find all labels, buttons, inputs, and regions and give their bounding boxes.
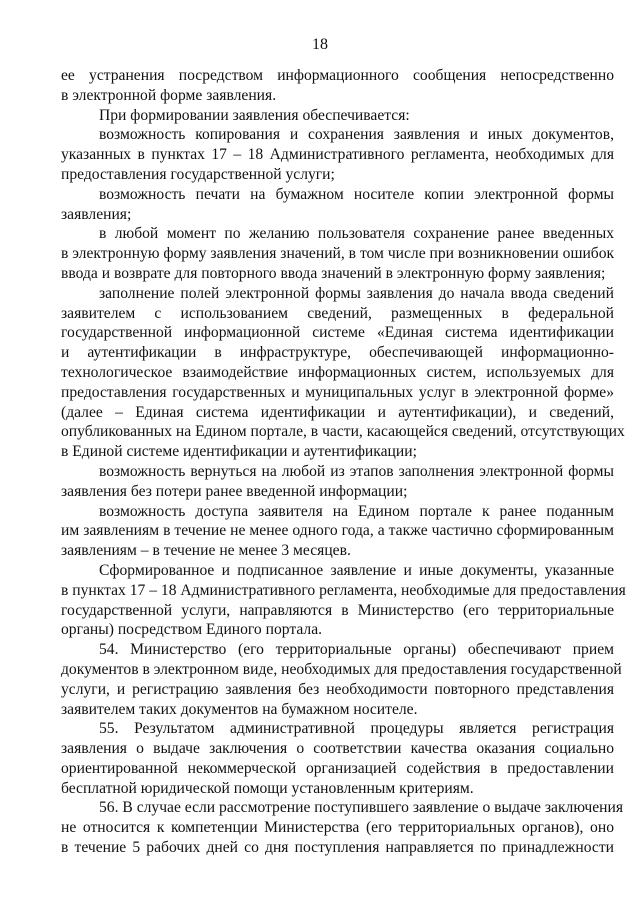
paragraph xyxy=(61,719,614,798)
text-line: ориентированной некоммерческой организацией содействия в предоставлении xyxy=(61,759,614,777)
paragraph xyxy=(61,502,614,561)
paragraph xyxy=(61,798,623,857)
text-line: и аутентификации в инфраструктуре, обеспечивающей информационно- xyxy=(61,344,614,362)
text-line: указанных в пунктах 17 – 18 Административного регламента, необходимых для xyxy=(61,146,614,164)
text-line: 55. Результатом административной процедуры является регистрация xyxy=(99,720,614,738)
text-line: государственной информационной системе «Единая система идентификации xyxy=(61,324,614,342)
text-line: в электронную форму заявления значений, в том числе при возникновении ошибок xyxy=(61,245,615,263)
text-line: 54. Министерство (его территориальные органы) обеспечивают прием xyxy=(99,641,614,659)
text-line: заявления; xyxy=(61,205,132,223)
text-line: не относится к компетенции Министерства (его территориальных органов), оно xyxy=(61,819,614,837)
text-line: в пунктах 17 – 18 Административного регламента, необходимые для предоставления xyxy=(61,581,626,599)
text-line: Сформированное и подписанное заявление и иные документы, указанные xyxy=(99,561,614,579)
text-line: При формировании заявления обеспечивается: xyxy=(99,106,410,124)
text-line: государственной услуги, направляются в Министерство (его территориальные xyxy=(61,601,614,619)
text-line: возможность вернуться на любой из этапов заполнения электронной формы xyxy=(99,462,614,480)
paragraph xyxy=(61,561,626,640)
text-line: ввода и возврате для повторного ввода значений в электронную форму заявления; xyxy=(61,264,606,282)
text-line: предоставления государственных и муниципальных услуг в электронной форме» xyxy=(61,383,614,401)
text-line: им заявлениям в течение не менее одного года, а также частично сформированным xyxy=(61,522,614,540)
text-line: опубликованных на Едином портале, в части, касающейся сведений, отсутствующих xyxy=(61,423,625,441)
document-body xyxy=(61,66,626,858)
paragraph xyxy=(61,224,614,283)
text-line: возможность доступа заявителя на Едином портале к ранее поданным xyxy=(99,502,614,520)
text-line: (далее – Единая система идентификации и аутентификации), и сведений, xyxy=(61,403,614,421)
text-line: заявлениям – в течение не менее 3 месяцев. xyxy=(61,542,351,560)
paragraph xyxy=(61,185,614,225)
paragraph xyxy=(61,106,614,126)
text-line: заявителем с использованием сведений, размещенных в федеральной xyxy=(61,304,614,322)
paragraph xyxy=(61,125,614,184)
text-line: заявления без потери ранее введенной информации; xyxy=(61,482,408,500)
paragraph xyxy=(61,640,622,719)
text-line: ее устранения посредством информационного сообщения непосредственно xyxy=(61,67,614,84)
text-line: предоставления государственной услуги; xyxy=(61,165,335,183)
text-line: заполнение полей электронной формы заявления до начала ввода сведений xyxy=(99,284,614,302)
text-line: органы) посредством Единого портала. xyxy=(61,621,323,639)
text-line: технологическое взаимодействие информационных систем, используемых для xyxy=(61,363,614,381)
paragraph xyxy=(61,66,614,106)
paragraph xyxy=(61,284,625,462)
text-line: в Единой системе идентификации и аутентификации; xyxy=(61,443,417,461)
text-line: 56. В случае если рассмотрение поступившего заявление о выдаче заключения xyxy=(99,799,623,817)
text-line: заявителем таких документов на бумажном носителе. xyxy=(61,700,418,718)
text-line: услуги, и регистрацию заявления без необходимости повторного представления xyxy=(61,680,614,698)
text-line: возможность печати на бумажном носителе копии электронной формы xyxy=(99,185,614,203)
text-line: в электронной форме заявления. xyxy=(61,86,277,104)
paragraph xyxy=(61,462,614,502)
text-line: в любой момент по желанию пользователя сохранение ранее введенных xyxy=(99,225,614,243)
text-line: бесплатной юридической помощи установленным критериям. xyxy=(61,779,474,797)
page-number: 18 xyxy=(312,36,328,53)
text-line: возможность копирования и сохранения заявления и иных документов, xyxy=(99,126,614,144)
text-line: документов в электронном виде, необходимых для предоставления государственной xyxy=(61,660,622,678)
text-line: в течение 5 рабочих дней со дня поступления направляется по принадлежности xyxy=(61,839,614,857)
text-line: заявления о выдаче заключения о соответствии качества оказания социально xyxy=(61,740,614,758)
